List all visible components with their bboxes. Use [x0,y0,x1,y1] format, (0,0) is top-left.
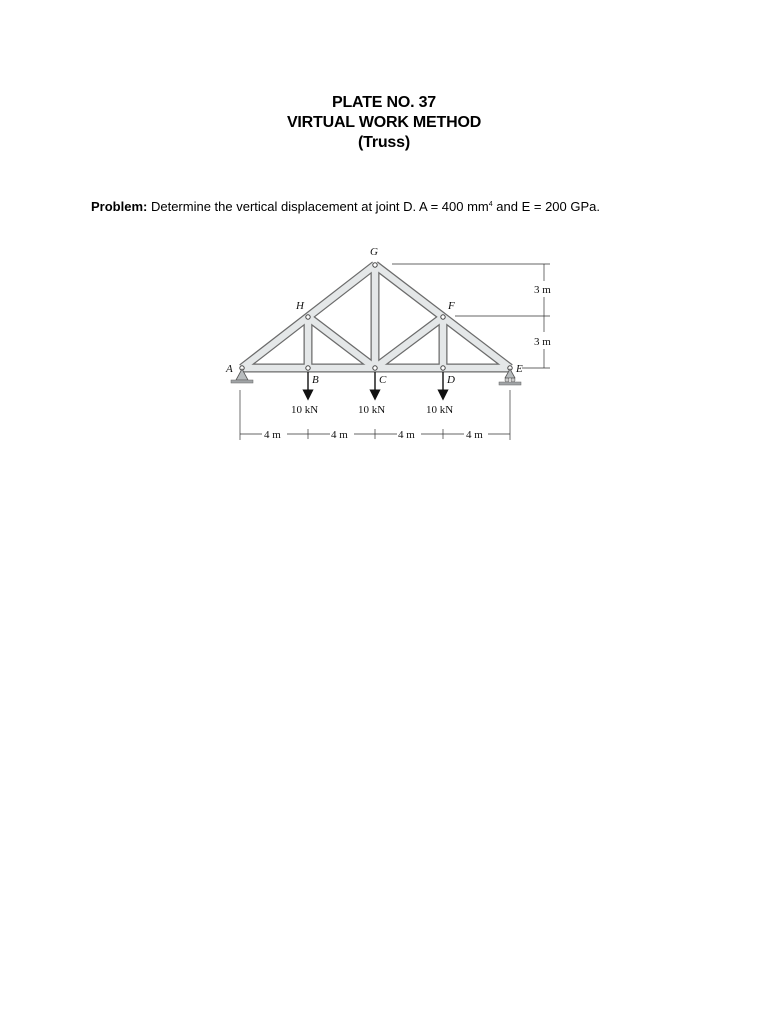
structure-type: (Truss) [358,134,410,151]
joint-d-pin [441,366,445,370]
load-arrows [308,372,443,395]
dim-label-2: 4 m [331,429,348,441]
dim-label-4: 4 m [466,429,483,441]
joint-label-f: F [448,300,455,312]
load-label-c: 10 kN [358,404,386,416]
joint-h-pin [306,315,310,319]
joint-g-pin [373,263,377,267]
joint-label-h: H [296,300,304,312]
joint-f-pin [441,315,445,319]
joint-label-g: G [370,246,378,258]
dim-label-1: 4 m [264,429,281,441]
joint-c-pin [373,366,377,370]
plate-number: PLATE NO. 37 [332,94,436,111]
problem-text: Determine the vertical displacement at joint D. A = 400 mm [150,199,489,214]
joint-label-e: E [516,363,523,375]
dim-label-vertical-bottom: 3 m [534,336,551,348]
joint-b-pin [306,366,310,370]
load-label-d: 10 kN [426,404,454,416]
joint-label-a: A [226,363,233,375]
method-title: VIRTUAL WORK METHOD [286,114,482,131]
truss-members [242,265,510,368]
joint-label-d: D [447,374,455,386]
problem-text-end: and E = 200 GPa. [492,199,600,214]
problem-label: Problem: [91,199,148,214]
joint-label-c: C [379,374,387,386]
area-exponent: 4 [488,201,493,208]
load-label-b: 10 kN [291,404,319,416]
dim-label-vertical-top: 3 m [534,284,551,296]
joint-label-b: B [312,374,319,386]
dim-label-3: 4 m [398,429,415,441]
